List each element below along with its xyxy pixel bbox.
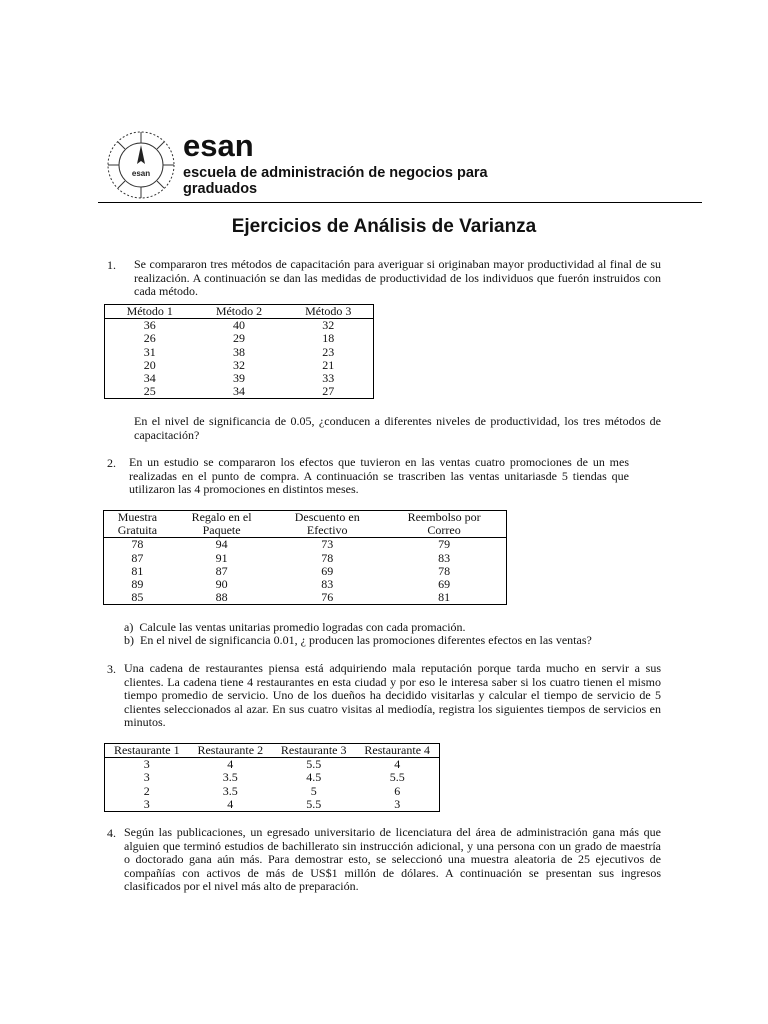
- table-cell: 18: [322, 331, 335, 346]
- table-cell: 32: [232, 357, 245, 372]
- table-cell: 34: [143, 371, 156, 386]
- table-row: [105, 332, 374, 345]
- exercise-2-text: En un estudio se compararon los efectos que tuvieron en las ventas cuatro promociones de un mes realizadas en el punto de compra. A continuación se trascriben las ventas unitariasde 5 tiendas que utilizaron las 4 promociones en distintos meses.: [129, 455, 629, 496]
- table-cell: 3: [394, 796, 401, 811]
- table-header: Método 1: [105, 305, 195, 319]
- table-row: [104, 552, 507, 565]
- table-cell: 5.5: [389, 770, 405, 785]
- table-cell: 26: [143, 331, 156, 346]
- table-cell: 3: [143, 757, 150, 772]
- table-cell: 4: [394, 757, 401, 772]
- table-cell: 73: [321, 537, 334, 552]
- table-cell: 78: [438, 563, 451, 578]
- table-header: Restaurante 4: [355, 744, 439, 758]
- table-header: Reembolso por: [407, 510, 481, 524]
- table-row: [105, 798, 440, 812]
- table-header: Paquete: [171, 524, 272, 538]
- table-cell: 2: [143, 783, 150, 798]
- item-label: b): [124, 633, 134, 647]
- table-header: Restaurante 3: [272, 744, 355, 758]
- exercise-1-question: En el nivel de significancia de 0.05, ¿conducen a diferentes niveles de productividad, los tres métodos de capacitación?: [134, 414, 661, 442]
- table-cell: 27: [322, 384, 335, 399]
- exercise-4-text: Según las publicaciones, un egresado universitario de licenciatura del área de administración gana más que alguien que terminó estudios de bachillerato sin instrucción adicional, y una persona con un grado de maestría o doctorado gana aún más. Para demostrar esto, se seleccionó una muestra aleatoria de 25 ejecutivos de compañías con activos de más de US$1 millón de dólares. A continuación se presentan sus ingresos clasificados por el nivel más alto de preparación.: [124, 825, 661, 893]
- exercise-1-text: Se compararon tres métodos de capacitación para averiguar si originaban mayor productividad al final de su realización. A continuación se dan las medidas de productividad de los individuos que fuerón instruidos con cada método.: [134, 257, 661, 298]
- brand-subtitle: escuela de administración de negocios para graduados: [183, 165, 488, 197]
- exercise-2-table: [103, 510, 507, 605]
- table-cell: 5.5: [306, 796, 322, 811]
- exercise-2-number: 2.: [107, 456, 116, 470]
- table-cell: 69: [438, 577, 451, 592]
- item-label: a): [124, 620, 134, 634]
- exercise-1-number: 1.: [107, 258, 116, 272]
- exercise-3-number: 3.: [107, 662, 116, 676]
- table-cell: 31: [143, 344, 156, 359]
- table-header: Muestra: [117, 510, 158, 524]
- table-cell: 33: [322, 371, 335, 386]
- table-cell: 76: [321, 590, 334, 605]
- table-cell: 87: [131, 550, 144, 565]
- logo-text: esan: [131, 169, 151, 178]
- table-cell: 87: [215, 563, 228, 578]
- page-title: Ejercicios de Análisis de Varianza: [231, 216, 537, 237]
- table-row: [105, 758, 440, 772]
- table-cell: 23: [322, 344, 335, 359]
- exercise-1-table: [104, 304, 374, 399]
- table-cell: 3.5: [222, 770, 238, 785]
- table-header: Efectivo: [272, 524, 382, 538]
- table-cell: 83: [438, 550, 451, 565]
- table-cell: 3: [143, 770, 150, 785]
- brand-name: esan: [183, 128, 254, 163]
- exercise-4-number: 4.: [107, 826, 116, 840]
- table-header: Regalo en el: [191, 510, 252, 524]
- table-cell: 81: [131, 563, 144, 578]
- table-cell: 38: [232, 344, 245, 359]
- table-cell: 81: [438, 590, 451, 605]
- table-row: [104, 538, 507, 552]
- table-cell: 83: [321, 577, 334, 592]
- table-row: [105, 385, 374, 399]
- table-header: Restaurante 2: [189, 744, 272, 758]
- table-cell: 94: [215, 537, 228, 552]
- table-cell: 78: [321, 550, 334, 565]
- table-header: Gratuita: [104, 524, 171, 538]
- table-cell: 78: [131, 537, 144, 552]
- table-cell: 39: [232, 371, 245, 386]
- table-cell: 34: [232, 384, 245, 399]
- table-row: [105, 319, 374, 333]
- table-cell: 25: [143, 384, 156, 399]
- table-cell: 90: [215, 577, 228, 592]
- table-cell: 4: [227, 757, 234, 772]
- table-cell: 40: [232, 318, 245, 333]
- item-text: En el nivel de significancia 0.01, ¿ producen las promociones diferentes efectos en las ventas?: [140, 633, 592, 647]
- table-cell: 79: [438, 537, 451, 552]
- table-cell: 89: [131, 577, 144, 592]
- table-header: Método 2: [194, 305, 283, 319]
- table-header: Método 3: [284, 305, 374, 319]
- table-cell: 29: [232, 331, 245, 346]
- table-cell: 6: [394, 783, 401, 798]
- table-row: [105, 785, 440, 798]
- table-header: Correo: [382, 524, 506, 538]
- table-header: Restaurante 1: [105, 744, 189, 758]
- item-text: Calcule las ventas unitarias promedio logradas con cada promación.: [139, 620, 466, 634]
- table-cell: 5.5: [306, 757, 322, 772]
- table-cell: 3: [143, 796, 150, 811]
- table-cell: 88: [215, 590, 228, 605]
- esan-logo: [106, 130, 176, 200]
- table-cell: 36: [143, 318, 156, 333]
- table-cell: 20: [143, 357, 156, 372]
- table-row: [105, 771, 440, 784]
- table-row: [105, 346, 374, 359]
- table-cell: 21: [322, 357, 335, 372]
- table-cell: 91: [215, 550, 228, 565]
- table-cell: 4.5: [306, 770, 322, 785]
- table-cell: 3.5: [222, 783, 238, 798]
- table-cell: 32: [322, 318, 335, 333]
- table-cell: 5: [310, 783, 317, 798]
- exercise-3-table: [104, 743, 440, 812]
- exercise-2-item-b: [124, 634, 592, 648]
- table-cell: 85: [131, 590, 144, 605]
- exercise-3-text: Una cadena de restaurantes piensa está adquiriendo mala reputación porque tarda mucho en servir a sus clientes. La cadena tiene 4 restaurantes en esta ciudad y por eso le interesa saber si los cuatro tienen el mismo tiempo promedio de servicio. Uno de los dueños ha decidido visitarlas y calcular el tiempo de servicio de 5 clientes seleccionados al azar. En sus cuatro visitas al mediodía, registra los siguientes tiempos de servicios en minutos.: [124, 661, 661, 729]
- table-cell: 69: [321, 563, 334, 578]
- table-cell: 4: [227, 796, 234, 811]
- table-row: [104, 591, 507, 605]
- header-divider: [98, 202, 702, 203]
- table-header: Descuento en: [294, 510, 360, 524]
